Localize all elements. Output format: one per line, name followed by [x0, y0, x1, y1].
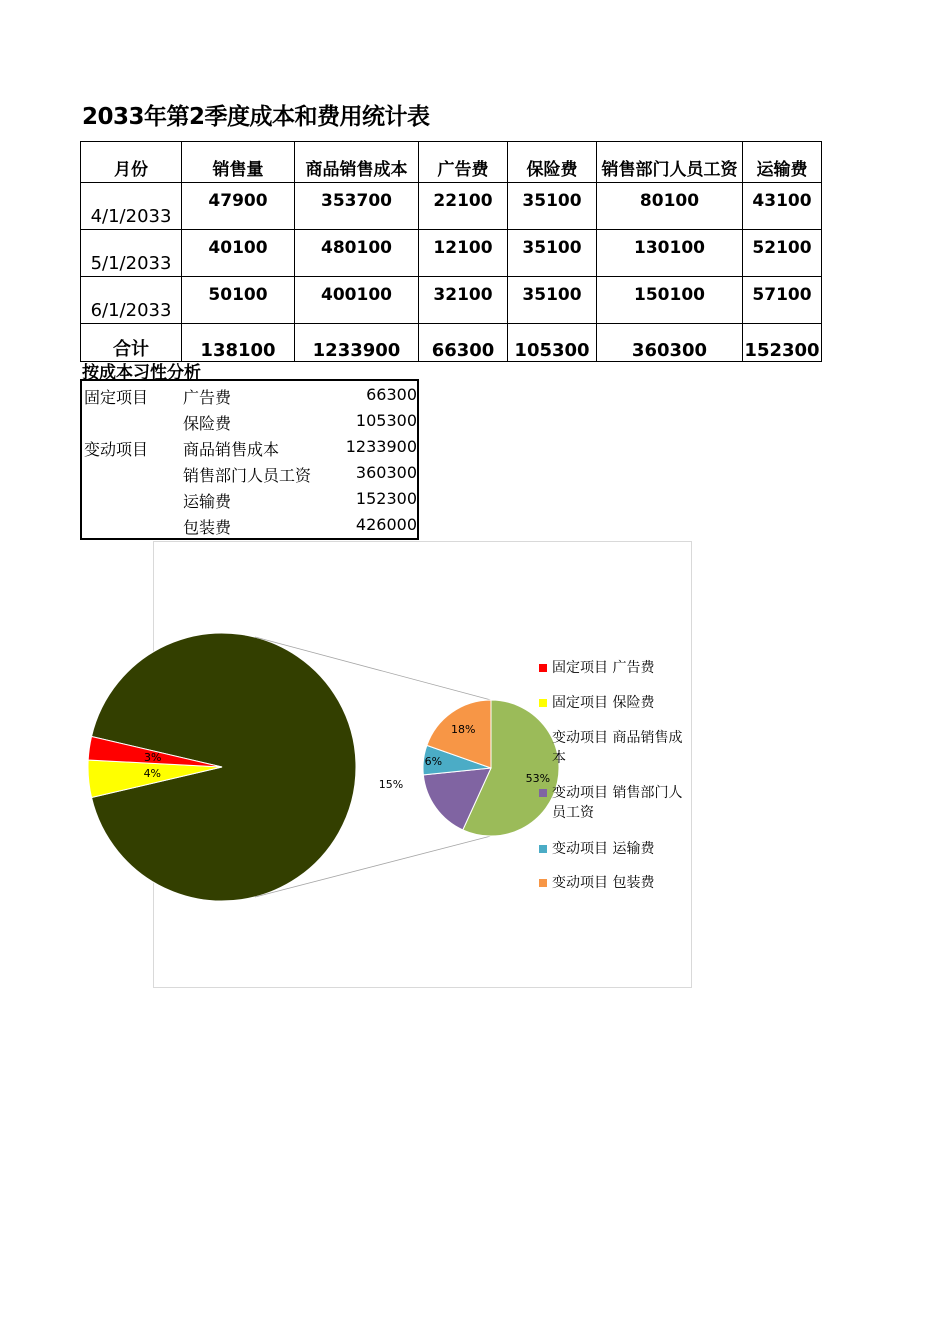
- table-header-row: [81, 142, 822, 183]
- header-cell: 销售部门人员工资: [597, 142, 743, 183]
- habit-item: 销售部门人员工资: [183, 466, 312, 485]
- table-cell: 32100: [419, 277, 508, 324]
- total-cell: 105300: [508, 324, 597, 362]
- habit-value: 426000: [355, 515, 417, 534]
- legend-label: 固定项目 广告费: [552, 660, 655, 676]
- table-cell: 353700: [295, 183, 419, 230]
- total-label: 合计: [81, 324, 182, 362]
- legend-label: 变动项目 商品销售成: [552, 730, 683, 746]
- table-cell: 22100: [419, 183, 508, 230]
- chart-svg: [143, 542, 691, 987]
- habit-item: 商品销售成本: [183, 440, 280, 459]
- data-label: 53%: [525, 772, 551, 786]
- header-cell: 商品销售成本: [295, 142, 419, 183]
- table-cell: 40100: [182, 230, 295, 277]
- pie-of-pie-chart: [143, 541, 692, 988]
- legend-swatch: [539, 845, 547, 853]
- header-cell: 月份: [81, 142, 182, 183]
- habit-item: 运输费: [183, 492, 232, 511]
- legend-swatch: [539, 789, 547, 797]
- habit-group: 固定项目: [84, 388, 149, 407]
- legend-label: 固定项目 保险费: [552, 695, 655, 711]
- legend-label: 本: [552, 750, 566, 766]
- total-cell: 360300: [597, 324, 743, 362]
- table-cell-date: 5/1/2033: [81, 230, 182, 277]
- habit-value: 105300: [355, 411, 417, 430]
- legend-swatch: [539, 664, 547, 672]
- data-label: 3%: [143, 751, 162, 765]
- legend-swatch: [539, 879, 547, 887]
- legend-label: 变动项目 运输费: [552, 841, 655, 857]
- table-cell: 12100: [419, 230, 508, 277]
- header-cell: 保险费: [508, 142, 597, 183]
- table-row: [81, 277, 822, 324]
- header-cell: 运输费: [743, 142, 822, 183]
- header-cell: 销售量: [182, 142, 295, 183]
- legend-label: 变动项目 包装费: [552, 875, 655, 891]
- habit-value: 1233900: [345, 437, 417, 456]
- table-total-row: [81, 324, 822, 362]
- habit-row: [82, 381, 417, 407]
- table-cell: 47900: [182, 183, 295, 230]
- habit-value: 152300: [355, 489, 417, 508]
- habit-item: 包装费: [183, 518, 232, 537]
- legend-swatch: [539, 734, 547, 742]
- legend-label: 员工资: [552, 805, 594, 821]
- table-cell-date: 6/1/2033: [81, 277, 182, 324]
- table-cell: 57100: [743, 277, 822, 324]
- habit-row: [82, 433, 417, 459]
- habit-item: 保险费: [183, 414, 232, 433]
- table-cell: 150100: [597, 277, 743, 324]
- table-cell-date: 4/1/2033: [81, 183, 182, 230]
- total-cell: 66300: [419, 324, 508, 362]
- habit-item: 广告费: [183, 388, 232, 407]
- habit-row: [82, 407, 417, 433]
- page-title: 2033年第2季度成本和费用统计表: [82, 104, 430, 130]
- cost-table: [80, 141, 822, 362]
- table-cell: 400100: [295, 277, 419, 324]
- habit-value: 360300: [355, 463, 417, 482]
- table-cell: 35100: [508, 277, 597, 324]
- habit-row: [82, 511, 417, 537]
- habit-table: [80, 379, 419, 540]
- table-cell: 480100: [295, 230, 419, 277]
- total-cell: 1233900: [295, 324, 419, 362]
- data-label: 18%: [451, 722, 476, 736]
- data-label-other: 15%: [378, 778, 404, 791]
- table-cell: 80100: [597, 183, 743, 230]
- table-cell: 35100: [508, 230, 597, 277]
- data-label: 4%: [143, 767, 162, 781]
- table-row: [81, 230, 822, 277]
- table-cell: 43100: [743, 183, 822, 230]
- habit-value: 66300: [366, 385, 417, 404]
- total-cell: 138100: [182, 324, 295, 362]
- header-cell: 广告费: [419, 142, 508, 183]
- legend-swatch: [539, 699, 547, 707]
- table-row: [81, 183, 822, 230]
- habit-group: 变动项目: [84, 440, 149, 459]
- table-cell: 52100: [743, 230, 822, 277]
- legend-label: 变动项目 销售部门人: [552, 785, 683, 801]
- habit-row: [82, 459, 417, 485]
- table-cell: 130100: [597, 230, 743, 277]
- table-cell: 50100: [182, 277, 295, 324]
- data-label: 6%: [424, 755, 443, 769]
- habit-row: [82, 485, 417, 511]
- habit-title: 按成本习性分析: [82, 363, 201, 383]
- total-cell: 152300: [743, 324, 822, 362]
- table-cell: 35100: [508, 183, 597, 230]
